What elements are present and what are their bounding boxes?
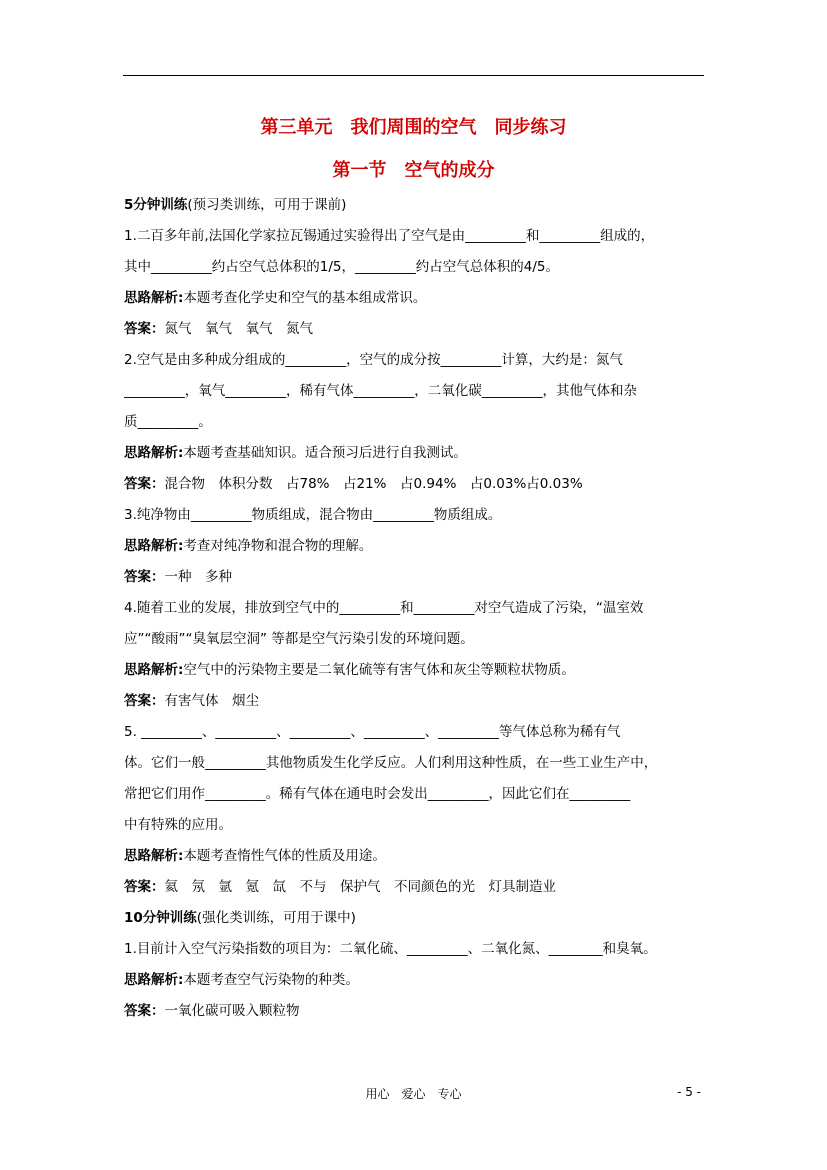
question-line: 中有特殊的应用。 <box>124 817 232 833</box>
line-label: 答案： <box>124 1003 165 1019</box>
page-number: - 5 - <box>677 1085 701 1099</box>
document-body <box>124 192 706 1029</box>
line-text: 混合物 体积分数 占78% 占21% 占0.94% 占0.03%占0.03% <box>164 476 583 492</box>
analysis-line <box>124 967 706 998</box>
question-line: 体。它们一般_________其他物质发生化学反应。人们利用这种性质，在一些工业生产中， <box>124 755 658 771</box>
question-line: 4.随着工业的发展，排放到空气中的_________和_________对空气造成了污染，“温室效 <box>124 600 644 616</box>
question-line: 5. _________、_________、_________、_________、_________等气体总称为稀有气 <box>124 724 621 740</box>
line-label: 思路解析: <box>124 848 184 864</box>
line-label: 思路解析: <box>124 290 184 306</box>
line-text: 本题考查化学史和空气的基本组成常识。 <box>183 290 427 306</box>
line-text: 一氧化碳可吸入颗粒物 <box>164 1003 300 1019</box>
section-heading-note: (强化类训练，可用于课中) <box>196 910 356 926</box>
line-label: 答案： <box>124 569 165 585</box>
question-line: 应”“酸雨”“臭氧层空洞” 等都是空气污染引发的环境问题。 <box>124 631 474 647</box>
answer-line <box>124 471 706 502</box>
question-line: 质_________。 <box>124 414 212 430</box>
header-rule <box>123 75 704 76</box>
answer-line <box>124 316 706 347</box>
line-label: 思路解析: <box>124 445 184 461</box>
line-label: 答案： <box>124 321 165 337</box>
line-label: 答案： <box>124 476 165 492</box>
line-label: 答案： <box>124 879 165 895</box>
line-text: 考查对纯净物和混合物的理解。 <box>183 538 373 554</box>
section-heading-title: 10分钟训练 <box>124 910 197 926</box>
answer-line <box>124 688 706 719</box>
section-heading-title: 5分钟训练 <box>124 197 188 213</box>
answer-line <box>124 998 706 1029</box>
line-text: 本题考查惰性气体的性质及用途。 <box>183 848 386 864</box>
line-text: 有害气体 烟尘 <box>164 693 259 709</box>
analysis-line <box>124 285 706 316</box>
question-line: _________，氧气_________，稀有气体_________，二氧化碳_________，其他气体和杂 <box>124 383 637 399</box>
question-line: 其中_________约占空气总体积的1/5，_________约占空气总体积的4/5。 <box>124 259 559 275</box>
section-heading <box>124 192 706 223</box>
line-label: 答案： <box>124 693 165 709</box>
line-label: 思路解析: <box>124 538 184 554</box>
answer-line <box>124 874 706 905</box>
question-line: 2.空气是由多种成分组成的_________，空气的成分按_________计算，大约是：氮气 <box>124 352 623 368</box>
question-line: 1.二百多年前,法国化学家拉瓦锡通过实验得出了空气是由_________和_________组成的， <box>124 228 655 244</box>
analysis-line <box>124 657 706 688</box>
line-label: 思路解析: <box>124 662 184 678</box>
line-text: 本题考查基础知识。适合预习后进行自我测试。 <box>183 445 467 461</box>
analysis-line <box>124 440 706 471</box>
analysis-line <box>124 533 706 564</box>
footer-motto: 用心 爱心 专心 <box>365 1087 462 1101</box>
question-line: 常把它们用作_________。稀有气体在通电时会发出_________，因此它们在_________ <box>124 786 631 802</box>
analysis-line <box>124 843 706 874</box>
section-heading <box>124 905 706 936</box>
answer-line <box>124 564 706 595</box>
line-text: 氮气 氧气 氧气 氮气 <box>164 321 313 337</box>
question-line: 1.目前计入空气污染指数的项目为：二氧化硫、_________、二氧化氮、________和臭氧。 <box>124 941 657 957</box>
line-text: 氦 氖 氩 氪 氙 不与 保护气 不同颜色的光 灯具制造业 <box>164 879 556 895</box>
question-line: 3.纯净物由_________物质组成，混合物由_________物质组成。 <box>124 507 502 523</box>
document-subtitle: 第一节 空气的成分 <box>332 160 495 181</box>
document-title: 第三单元 我们周围的空气 同步练习 <box>260 117 567 138</box>
line-label: 思路解析: <box>124 972 184 988</box>
line-text: 一种 多种 <box>164 569 232 585</box>
line-text: 本题考查空气污染物的种类。 <box>183 972 359 988</box>
section-heading-note: (预习类训练，可用于课前) <box>187 197 347 213</box>
line-text: 空气中的污染物主要是二氧化硫等有害气体和灰尘等颗粒状物质。 <box>183 662 575 678</box>
